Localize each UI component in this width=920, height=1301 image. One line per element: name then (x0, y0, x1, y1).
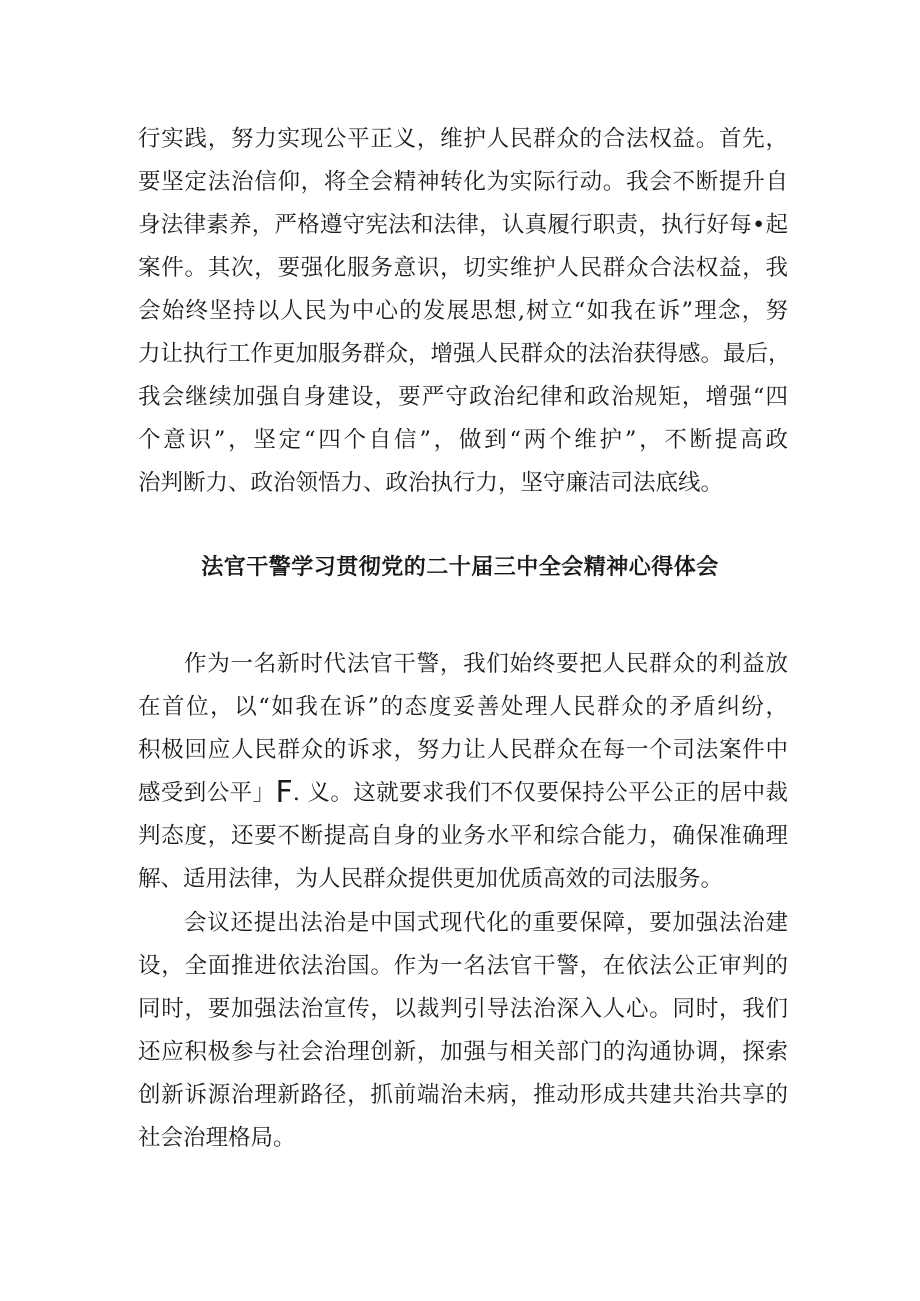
ocr-artifact-glyph: F (275, 775, 293, 810)
text-line: 会议还提出法治是中国式现代化的重要保障，要加强法治建 (184, 910, 788, 936)
text-line: 作为一名新时代法官干警，我们始终要把人民群众的利益放 (184, 651, 788, 677)
text-line: 设，全面推进依法治国。作为一名法官干警，在依法公正审判的 (138, 953, 788, 979)
article-title: 法官干警学习贯彻党的二十届三中全会精神心得体会 (201, 555, 719, 580)
text-line: 个意识”，坚定“四个自信”，做到“两个维护”，不断提高政 (138, 427, 788, 453)
text-line: 创新诉源治理新路径，抓前端治未病，推动形成共建共治共享的 (138, 1082, 788, 1108)
text-line: 判态度，还要不断提高自身的业务水平和综合能力，确保准确理 (138, 823, 788, 849)
text-line: 社会治理格局。 (138, 1125, 296, 1151)
text-line: 我会继续加强自身建设，要严守政治纪律和政治规矩，增强“四 (138, 384, 788, 410)
text-line: 案件。其次，要强化服务意识，切实维护人民群众合法权益，我 (138, 255, 788, 281)
text-line: 身法律素养，严格遵守宪法和法律，认真履行职责，执行好每•起 (138, 212, 788, 238)
text-segment: . 义。这就要求我们不仅要保持公平公正的居中裁 (292, 780, 788, 806)
text-line: 同时，要加强法治宣传，以裁判引导法治深入人心。同时，我们 (138, 996, 788, 1022)
text-line: 在首位，以“如我在诉”的态度妥善处理人民群众的矛盾纠纷， (138, 694, 788, 720)
text-line: 要坚定法治信仰，将全会精神转化为实际行动。我会不断提升自 (138, 169, 788, 195)
text-line: 积极回应人民群众的诉求，努力让人民群众在每一个司法案件中 (138, 737, 788, 763)
text-line: 还应积极参与社会治理创新，加强与相关部门的沟通协调，探索 (138, 1039, 788, 1065)
text-line: 力让执行工作更加服务群众，增强人民群众的法治获得感。最后， (138, 341, 791, 367)
text-line-with-artifact (138, 775, 788, 810)
text-line: 解、适用法律，为人民群众提供更加优质高效的司法服务。 (138, 866, 724, 892)
text-segment: 感受到公平」 (138, 780, 276, 806)
text-line: 会始终坚持以人民为中心的发展思想,树立“如我在诉”理念，努 (138, 298, 788, 324)
text-line: 行实践，努力实现公平正义，维护人民群众的合法权益。首先， (138, 126, 788, 152)
text-line: 治判断力、政治领悟力、政治执行力，坚守廉洁司法底线。 (138, 470, 724, 496)
